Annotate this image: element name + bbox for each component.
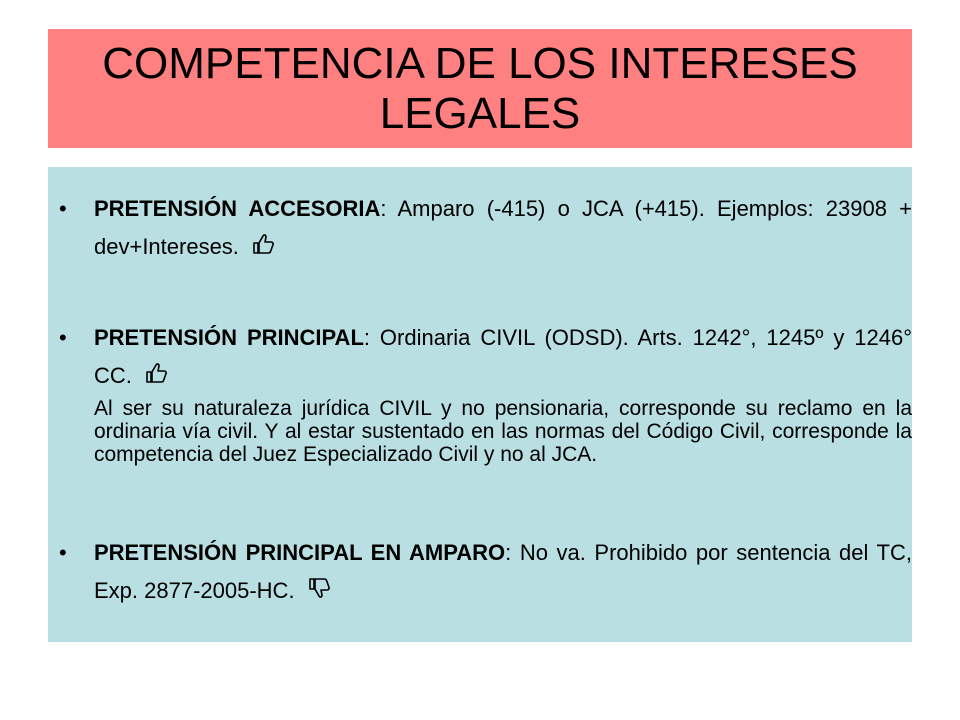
- thumbs-up-icon: [144, 362, 168, 384]
- title-banner: [48, 29, 912, 148]
- bullet-heading: PRETENSIÓN PRINCIPAL: [94, 325, 364, 350]
- explanation-paragraph: Al ser su naturaleza jurídica CIVIL y no pensionaria, corresponde su reclamo en la ordinaria vía civil. Y al estar sustentado en las normas del Código Civil, corresponde la competencia del Juez Especializado Civil y no al JCA.: [94, 397, 912, 466]
- bullet-heading: PRETENSIÓN ACCESORIA: [94, 196, 381, 221]
- bullet-item: [59, 190, 912, 266]
- bullet-item: [59, 534, 912, 610]
- bullet-item: [59, 319, 913, 395]
- bullet-text: : Ordinaria CIVIL (ODSD). Arts. 1242°, 1245º y 1246° CC.: [94, 325, 913, 388]
- bullet-text: : Amparo (-415) o JCA (+415). Ejemplos: 23908 + dev+Intereses.: [94, 196, 912, 259]
- page-title: COMPETENCIA DE LOS INTERESES LEGALES: [102, 38, 858, 138]
- bullet-dot: •: [59, 196, 67, 221]
- content-panel: [48, 167, 912, 642]
- bullet-text: : No va. Prohibido por sentencia del TC, Exp. 2877-2005-HC.: [94, 540, 912, 603]
- bullet-dot: •: [59, 540, 67, 565]
- thumbs-down-icon: [307, 577, 331, 599]
- thumbs-up-icon: [251, 233, 275, 255]
- bullet-heading: PRETENSIÓN PRINCIPAL EN AMPARO: [94, 540, 506, 565]
- bullet-dot: •: [59, 325, 67, 350]
